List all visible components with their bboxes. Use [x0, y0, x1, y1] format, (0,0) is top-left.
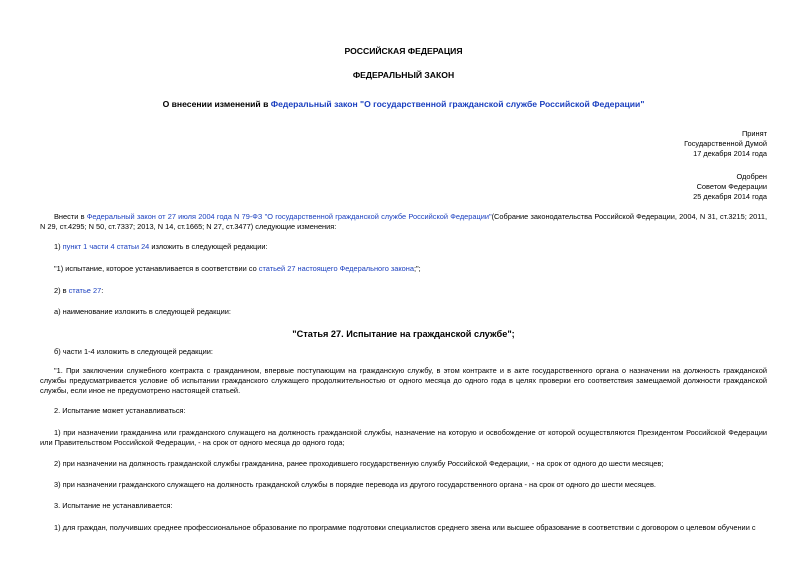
paragraph-item-1-text: [40, 264, 767, 274]
approval-block: [567, 172, 767, 202]
article-24-link[interactable]: пункт 1 части 4 статьи 24: [62, 242, 150, 251]
title-prefix: О внесении изменений в: [162, 99, 271, 109]
adopted-body: Государственной Думой: [684, 139, 767, 148]
paragraph-b: б) части 1-4 изложить в следующей редакции:: [54, 347, 213, 356]
text-run: :: [101, 286, 104, 295]
paragraph-part-2-2: 2) при назначении на должность гражданской службы гражданина, ранее проходившего государственную службу Российской Федерации, - на срок от одного до шести месяцев;: [54, 459, 664, 468]
paragraph-part-2-1: 1) при назначении гражданина или гражданского служащего на должность гражданской службы, назначение на которую и освобождение от которой осуществляются Президентом Российской Федерации или Правительством Российской Федерации, - на срок от одного месяца до одного года;: [40, 428, 767, 447]
paragraph-part-3: 3. Испытание не устанавливается:: [54, 501, 173, 510]
text-run: 1): [54, 242, 63, 251]
paragraph-item-1: [40, 242, 767, 252]
paragraph-part-1: "1. При заключении служебного контракта с гражданином, впервые поступающим на гражданскую службу, в этом контракте и в акте государственного органа о назначении на должность гражданской службы предусматривается условие об испытании гражданского служащего продолжительностью от одного месяца до одного года в целях проверки его соответствия замещаемой должности гражданской службы, если иное не предусмотрено настоящей статьей.: [40, 366, 767, 395]
text-run: 2) в: [54, 286, 69, 295]
article-heading: "Статья 27. Испытание на гражданской службе";: [292, 329, 515, 339]
country-heading: РОССИЙСКАЯ ФЕДЕРАЦИЯ: [344, 46, 463, 56]
paragraph-part-2-3: 3) при назначении гражданского служащего на должность гражданской службы в порядке перевода из другого государственного органа - на срок от одного до шести месяцев.: [54, 480, 656, 489]
paragraph-intro: [40, 212, 767, 232]
paragraph-part-2: 2. Испытание может устанавливаться:: [54, 406, 186, 415]
paragraph-item-2: [40, 286, 767, 296]
law-79fz-link[interactable]: Федеральный закон от 27 июля 2004 года N 79-ФЗ "О государственной гражданской службе Российской Федерации": [86, 212, 492, 221]
title-law-link[interactable]: Федеральный закон "О государственной гражданской службе Российской Федерации": [270, 99, 645, 109]
approved-body: Советом Федерации: [696, 182, 767, 191]
paragraph-part-3-1: 1) для граждан, получивших среднее профессиональное образование по программе подготовки специалистов среднего звена или высшее образование в соответствии с договором о целевом обучении с: [54, 523, 756, 532]
adoption-block: [567, 129, 767, 159]
article-27-link[interactable]: статье 27: [68, 286, 102, 295]
adopted-date: 17 декабря 2014 года: [693, 149, 767, 158]
text-run: "1) испытание, которое устанавливается в соответствии со: [54, 264, 259, 273]
text-run: изложить в следующей редакции:: [149, 242, 268, 251]
doc-type-heading: ФЕДЕРАЛЬНЫЙ ЗАКОН: [352, 70, 455, 80]
text-run: Внести в: [54, 212, 87, 221]
approved-label: Одобрен: [736, 172, 767, 181]
text-run: ;";: [413, 264, 421, 273]
article-27-ref-link[interactable]: статьей 27 настоящего Федерального закона: [258, 264, 414, 273]
adopted-label: Принят: [741, 129, 767, 138]
paragraph-a: а) наименование изложить в следующей редакции:: [54, 307, 231, 316]
text-run: (Собрание законодательства Российской Федерации, 2004, N 31, ст.3215; 2011, N 29, ст.4295; N 50, ст.7337; 2013, N 14, ст.1665; N 27, ст.3477) следующие изменения:: [40, 212, 767, 231]
law-title: [0, 99, 807, 109]
approved-date: 25 декабря 2014 года: [693, 192, 767, 201]
